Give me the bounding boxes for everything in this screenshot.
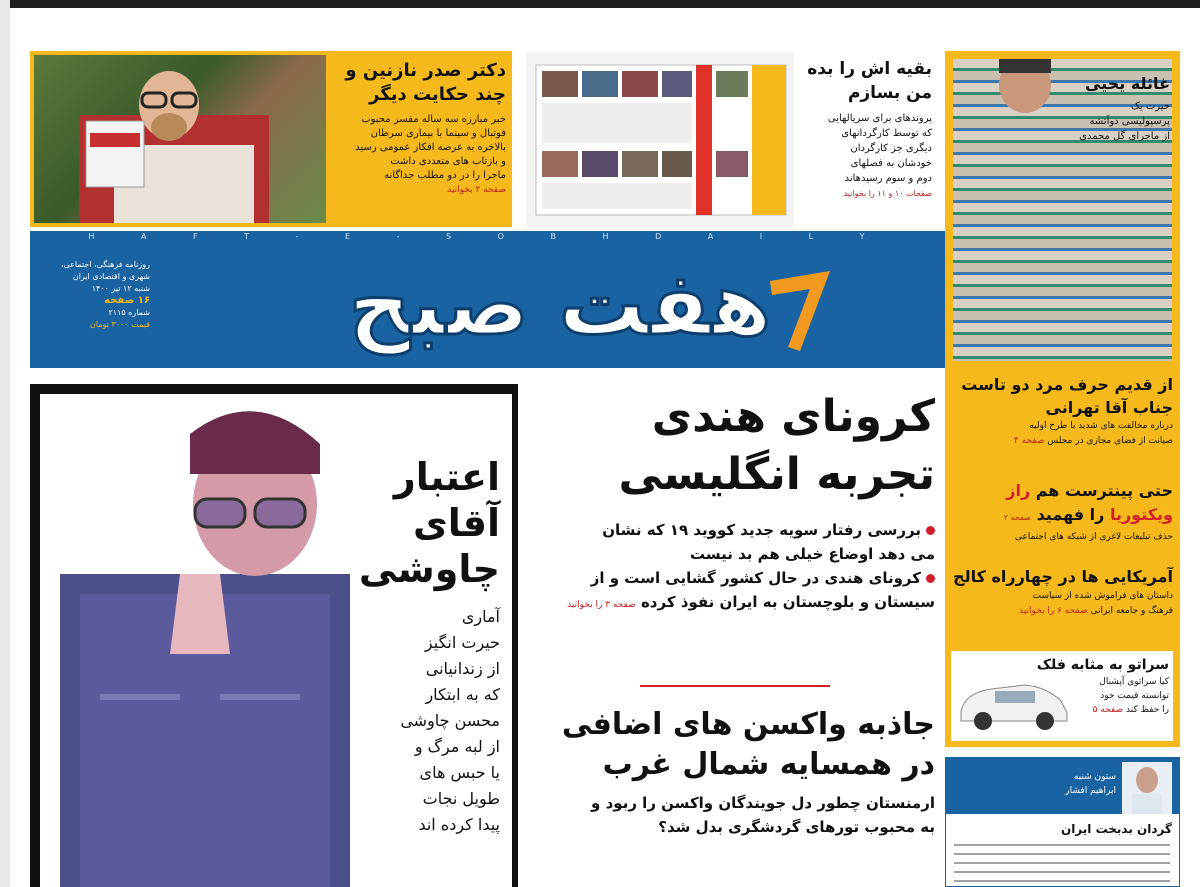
main-divider: [640, 685, 830, 687]
brief-americans-sub: داستان های فراموش شده از سیاست: [1032, 591, 1173, 601]
cerato-body-line: توانسته قیمت خود: [1100, 691, 1169, 701]
chavoshi-title-line2: آقای: [412, 501, 500, 545]
brief-pinterest-sub: حذف تبلیغات لاغری از شبکه های اجتماعی: [1014, 532, 1173, 542]
chavoshi-body-line: آماری: [461, 607, 500, 626]
chavoshi-text: [350, 454, 500, 838]
series-body-line: پروندهای برای سریالهایی: [827, 113, 932, 124]
dr-sadr-photo: [34, 55, 326, 223]
chavoshi-body-line: محسن چاوشی: [400, 711, 500, 730]
corona-sub-line: [530, 518, 935, 542]
series-body-line: خودشان به فصلهای: [850, 158, 932, 169]
teaser-series[interactable]: [522, 51, 937, 227]
dr-sadr-title-line2: چند حکایت دیگر: [369, 84, 506, 105]
corona-headline-line2: تجربه انگلیسی: [618, 449, 935, 500]
brief-pinterest-red: ویکتوریا: [1109, 505, 1173, 524]
yahya-body-line: حیرت یک: [1130, 101, 1170, 112]
brief-tehrani[interactable]: [951, 373, 1173, 449]
chavoshi-body-line: که به ابتکار: [425, 685, 500, 704]
cerato-ref: صفحه ۵: [1092, 705, 1124, 715]
brief-americans-sub: فرهنگ و جامعه ایرانی: [1090, 606, 1173, 616]
brief-tehrani-title2: جناب آقا تهرانی: [1045, 398, 1173, 417]
corona-sub-line: [530, 590, 935, 617]
teaser-yahya[interactable]: [945, 51, 1180, 369]
masthead-info-pages: ۱۶ صفحه: [104, 295, 150, 306]
car-illustration: [955, 673, 1073, 733]
bullet-icon: [926, 574, 935, 583]
corona-sub-line: [530, 566, 935, 590]
dr-sadr-title-line1: دکتر صدر نازنین و: [345, 60, 506, 81]
vaccine-headline-line2: در همسایه شمال غرب: [602, 747, 935, 782]
left-page-edge: [0, 0, 10, 887]
dr-sadr-body-line: ماجرا را در دو مطلب جداگانه: [384, 170, 506, 181]
chavoshi-body-line: از زندانیانی: [425, 659, 500, 678]
masthead-strip: H A F T - E - S O B H D A I L Y: [30, 231, 945, 243]
yahya-title: غائله یحیی: [1084, 74, 1170, 93]
masthead-info-price: قیمت ۳۰۰۰ تومان: [90, 320, 150, 329]
brief-tehrani-sub: صیانت از فضای مجازی در مجلس: [1047, 436, 1173, 446]
column-afshar[interactable]: [945, 757, 1180, 887]
corona-sub-text: سیستان و بلوچستان به ایران نفوذ کرده: [640, 593, 935, 611]
brief-pinterest-ref: صفحه ۲: [1003, 513, 1031, 522]
series-text: [798, 57, 932, 201]
masthead-info: [40, 259, 150, 331]
vaccine-sub-text: ارمنستان چطور دل جویندگان واکسن را ربود و: [591, 794, 935, 812]
dr-sadr-title: [330, 59, 506, 107]
brief-tehrani-sub: درباره مخالفت های شدید با طرح اولیه: [1029, 421, 1173, 431]
dr-sadr-page-ref: صفحه ۲ بخوانید: [447, 185, 506, 195]
top-frame-bar: [0, 0, 1200, 8]
dr-sadr-body: [330, 113, 506, 197]
series-title-line1: بقیه اش را بده: [807, 59, 932, 79]
column-byline: [966, 770, 1116, 798]
brief-tehrani-sub-line: [951, 434, 1173, 449]
dr-sadr-body-line: و بازتاب های متعددی داشت: [390, 156, 506, 167]
chavoshi-portrait: [40, 394, 360, 887]
masthead-info-date: شنبه ۱۲ تیر ۱۴۰۰: [91, 284, 150, 293]
man-with-book-illustration: [34, 55, 326, 223]
dr-sadr-body-line: فوتبال و سینما با بیماری سرطان: [370, 128, 506, 139]
masthead-seven-mark: [750, 251, 840, 361]
brief-pinterest-text: را فهمید: [1036, 505, 1105, 524]
yahya-body-line: پرسپولیسی دوآتشه: [1089, 116, 1170, 127]
cerato-body-last: [1061, 703, 1169, 717]
chavoshi-body-line: از لبه مرگ و: [414, 737, 500, 756]
brief-tehrani-title1: از قدیم حرف مرد دو تاست: [961, 375, 1173, 394]
brief-tehrani-ref: صفحه ۴: [1013, 436, 1045, 446]
dr-sadr-body-line: بالاخره به عرصه افکار عمومی رسید: [355, 142, 506, 153]
teaser-dr-sadr[interactable]: [30, 51, 512, 227]
brief-pinterest-line1: [951, 479, 1173, 503]
masthead-logo: [280, 251, 840, 361]
series-body-line: که توسط کارگردانهای: [841, 128, 932, 139]
brief-americans[interactable]: [951, 565, 1173, 619]
brief-pinterest[interactable]: [951, 479, 1173, 545]
brief-pinterest-line2: [951, 503, 1173, 530]
masthead-logo-text: هفت صبح: [348, 255, 772, 355]
cerato-title: سراتو به مثابه فلک: [1036, 657, 1169, 673]
sidebar-briefs: [945, 369, 1180, 747]
chavoshi-body-line: حیرت انگیز: [424, 633, 500, 652]
column-body-lines: [954, 844, 1170, 884]
series-page-ref: صفحات ۱۰ و ۱۱ را بخوانید: [843, 189, 932, 198]
chavoshi-body-line: طویل نجات: [422, 789, 500, 808]
brief-cerato[interactable]: [951, 651, 1173, 741]
series-body-line: دیگری جز کارگردان: [850, 143, 932, 154]
yahya-text: [1045, 73, 1170, 144]
chavoshi-body-line: پیدا کرده اند: [418, 815, 500, 834]
feature-chavoshi[interactable]: [30, 384, 518, 887]
masthead: [30, 243, 945, 368]
chavoshi-body-line: یا حبس های: [419, 763, 500, 782]
columnist-photo: [1116, 758, 1176, 814]
corona-sub-text: می دهد اوضاع خیلی هم بد نیست: [690, 545, 935, 563]
brief-americans-ref: صفحه ۶ را بخوانید: [1019, 606, 1088, 616]
brief-pinterest-red: راز: [1006, 481, 1031, 500]
bullet-icon: [926, 526, 935, 535]
vaccine-sub-text: به محبوب تورهای گردشگری بدل شد؟: [658, 818, 935, 836]
column-header: [946, 758, 1179, 814]
column-title: گردان بدبخت ایران: [1060, 822, 1172, 836]
masthead-info-line: روزنامه فرهنگی، اجتماعی،: [60, 260, 150, 269]
corona-headline-line1: کرونای هندی: [651, 391, 935, 442]
cerato-body-line: کیا سراتوی آپشنال: [1099, 677, 1169, 687]
brief-americans-sub-line: [951, 604, 1173, 619]
series-body-line: دوم و سوم رسیدهاند: [844, 173, 932, 184]
chavoshi-panel: [40, 394, 512, 887]
masthead-info-issue: شماره ۲۱۱۵: [108, 308, 150, 317]
corona-sub-text: کرونای هندی در حال کشور گشایی است و از: [590, 569, 921, 587]
dr-sadr-body-line: خبر مبارزه سه ساله مفسر محبوب: [361, 114, 506, 125]
brief-americans-title: آمریکایی ها در چهارراه کالج: [953, 567, 1173, 586]
yahya-body-line: از ماجرای گل محمدی: [1079, 131, 1170, 142]
corona-sub-text: بررسی رفتار سویه جدید کووید ۱۹ که نشان: [602, 521, 921, 539]
series-collage-graphic: [526, 51, 794, 227]
column-author: ابراهیم افشار: [1065, 786, 1116, 796]
cerato-body-line: را حفظ کند: [1126, 705, 1169, 715]
series-title-line2: من بسازم: [847, 83, 932, 103]
chavoshi-title-line3: چاوشی: [358, 547, 500, 591]
brief-pinterest-text: حتی پینترست هم: [1035, 481, 1173, 500]
masthead-info-line: شهری و اقتصادی ایران: [72, 272, 150, 281]
series-collage: [526, 51, 794, 227]
vaccine-headline-line1: جاذبه واکسن های اضافی: [561, 707, 935, 742]
main-story-corona[interactable]: [530, 388, 935, 617]
corona-page-ref: صفحه ۳ را بخوانید: [567, 600, 636, 610]
chavoshi-title-line1: اعتبار: [393, 455, 500, 499]
cerato-text: [1036, 655, 1169, 717]
column-label: ستون شنبه: [1073, 772, 1116, 782]
main-story-vaccine[interactable]: [530, 705, 935, 839]
